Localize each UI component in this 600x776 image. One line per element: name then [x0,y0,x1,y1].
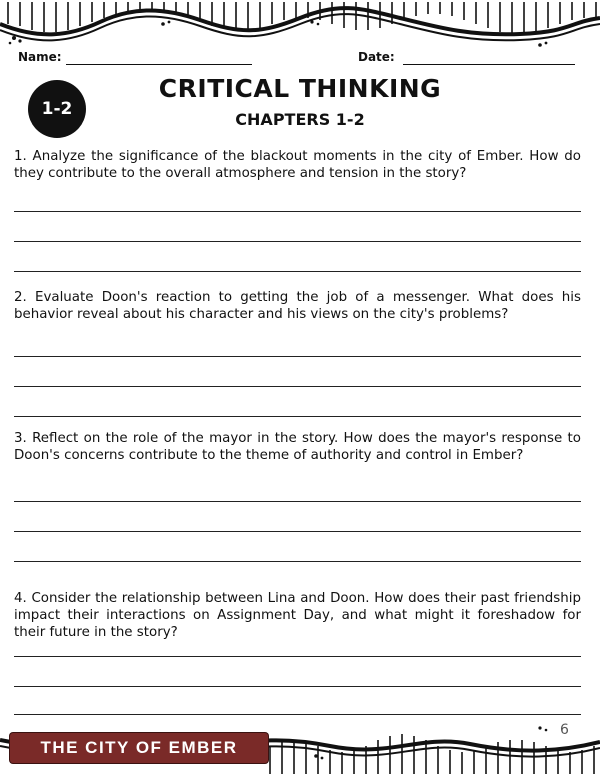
answer-line[interactable] [14,211,581,212]
page-number: 6 [560,722,569,738]
chapter-badge: 1-2 [28,80,86,138]
page-title: CRITICAL THINKING [158,74,442,103]
page-subtitle: CHAPTERS 1-2 [235,110,365,129]
answer-line[interactable] [14,271,581,272]
question-2: 2. Evaluate Doon's reaction to getting the job of a messenger. What does his behavior reveal about his character and his views on the city's problems? [14,290,581,322]
question-3: 3. Reflect on the role of the mayor in the story. How does the mayor's response to Doon's concerns contribute to the theme of authority and control in Ember? [14,431,581,463]
top-decorative-border [0,0,600,52]
name-field[interactable] [66,64,252,65]
answer-line[interactable] [14,501,581,502]
answer-line[interactable] [14,241,581,242]
answer-line[interactable] [14,561,581,562]
date-label: Date: [358,50,395,64]
name-label: Name: [18,50,62,64]
answer-line[interactable] [14,356,581,357]
answer-line[interactable] [14,416,581,417]
question-1: 1. Analyze the significance of the blackout moments in the city of Ember. How do they contribute to the overall atmosphere and tension in the story? [14,149,581,181]
question-4: 4. Consider the relationship between Lina and Doon. How does their past friendship impact their interactions on Assignment Day, and what might it foreshadow for their future in the story? [14,591,581,640]
answer-line[interactable] [14,531,581,532]
date-field[interactable] [403,64,575,65]
answer-line[interactable] [14,386,581,387]
name-date-row [18,50,578,70]
answer-line[interactable] [14,686,581,687]
book-title-banner: THE CITY OF EMBER [10,733,268,763]
answer-line[interactable] [14,656,581,657]
